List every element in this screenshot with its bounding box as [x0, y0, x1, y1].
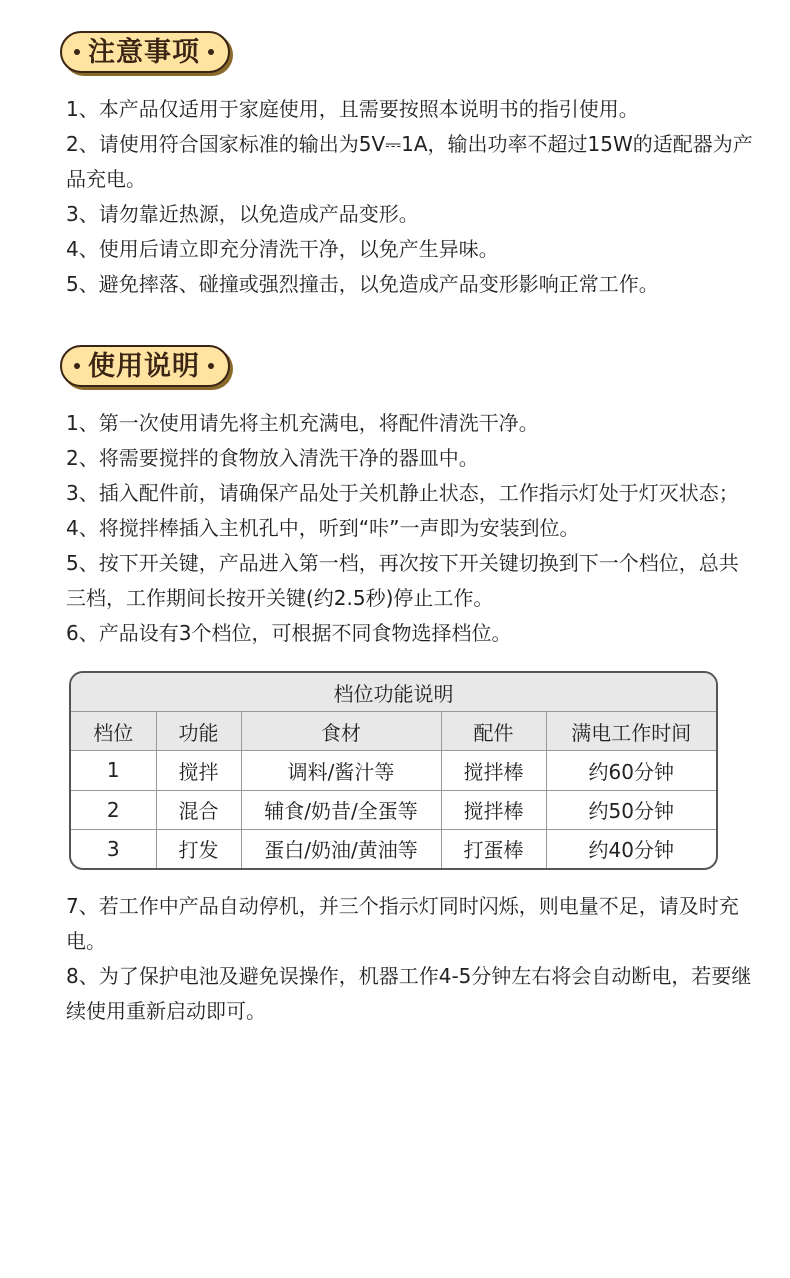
notice-heading-badge	[60, 31, 230, 73]
usage-heading-badge	[60, 345, 230, 387]
notice-item: 5、避免摔落、碰撞或强烈撞击，以免造成产品变形影响正常工作。	[66, 272, 659, 296]
table-cell: 搅拌棒	[441, 751, 546, 790]
usage-item: 8、为了保护电池及避免误操作，机器工作4-5分钟左右将会自动断电，若要继续使用重新启动即可。	[66, 964, 752, 1023]
table-header-cell: 食材	[241, 712, 441, 751]
usage-item: 1、第一次使用请先将主机充满电，将配件清洗干净。	[66, 411, 539, 435]
bullet-dot-icon	[208, 49, 214, 55]
table-header-cell: 功能	[156, 712, 241, 751]
usage-item: 7、若工作中产品自动停机，并三个指示灯同时闪烁，则电量不足，请及时充电。	[66, 894, 739, 953]
table-cell: 混合	[156, 790, 241, 829]
table-cell: 约40分钟	[546, 829, 716, 868]
notice-heading: 注意事项	[88, 36, 200, 68]
usage-item: 3、插入配件前，请确保产品处于关机静止状态，工作指示灯处于灯灭状态；	[66, 481, 739, 505]
usage-item: 5、按下开关键，产品进入第一档，再次按下开关键切换到下一个档位，总共三档，工作期间长按开关键(约2.5秒)停止工作。	[66, 551, 739, 610]
usage-item: 6、产品设有3个档位，可根据不同食物选择档位。	[66, 621, 512, 645]
table-cell: 约60分钟	[546, 751, 716, 790]
table-header-cell: 档位	[71, 712, 156, 751]
table-cell: 3	[71, 829, 156, 868]
bullet-dot-icon	[74, 49, 80, 55]
table-row	[71, 751, 716, 790]
usage-list-continued	[66, 889, 756, 1029]
notice-item: 4、使用后请立即充分清洗干净，以免产生异味。	[66, 237, 499, 261]
notice-list	[66, 92, 756, 302]
usage-list	[66, 406, 756, 651]
table-cell: 约50分钟	[546, 790, 716, 829]
notice-item: 1、本产品仅适用于家庭使用，且需要按照本说明书的指引使用。	[66, 97, 639, 121]
usage-item: 4、将搅拌棒插入主机孔中，听到“咔”一声即为安装到位。	[66, 516, 580, 540]
usage-item: 2、将需要搅拌的食物放入清洗干净的器皿中。	[66, 446, 479, 470]
gear-function-table	[69, 671, 718, 870]
table-cell: 2	[71, 790, 156, 829]
bullet-dot-icon	[208, 363, 214, 369]
bullet-dot-icon	[74, 363, 80, 369]
table-cell: 打蛋棒	[441, 829, 546, 868]
table-cell: 调料/酱汁等	[241, 751, 441, 790]
table-header-row	[71, 712, 716, 751]
table-header-cell: 配件	[441, 712, 546, 751]
table-cell: 打发	[156, 829, 241, 868]
table-cell: 搅拌棒	[441, 790, 546, 829]
table-cell: 搅拌	[156, 751, 241, 790]
table-caption-row	[71, 673, 716, 712]
table-cell: 1	[71, 751, 156, 790]
table-cell: 蛋白/奶油/黄油等	[241, 829, 441, 868]
table-header-cell: 满电工作时间	[546, 712, 716, 751]
table-cell: 辅食/奶昔/全蛋等	[241, 790, 441, 829]
notice-item: 3、请勿靠近热源，以免造成产品变形。	[66, 202, 419, 226]
table-row	[71, 790, 716, 829]
table-row	[71, 829, 716, 868]
table-caption: 档位功能说明	[71, 673, 716, 712]
usage-heading: 使用说明	[88, 350, 200, 382]
notice-item: 2、请使用符合国家标准的输出为5V⎓1A，输出功率不超过15W的适配器为产品充电。	[66, 132, 753, 191]
